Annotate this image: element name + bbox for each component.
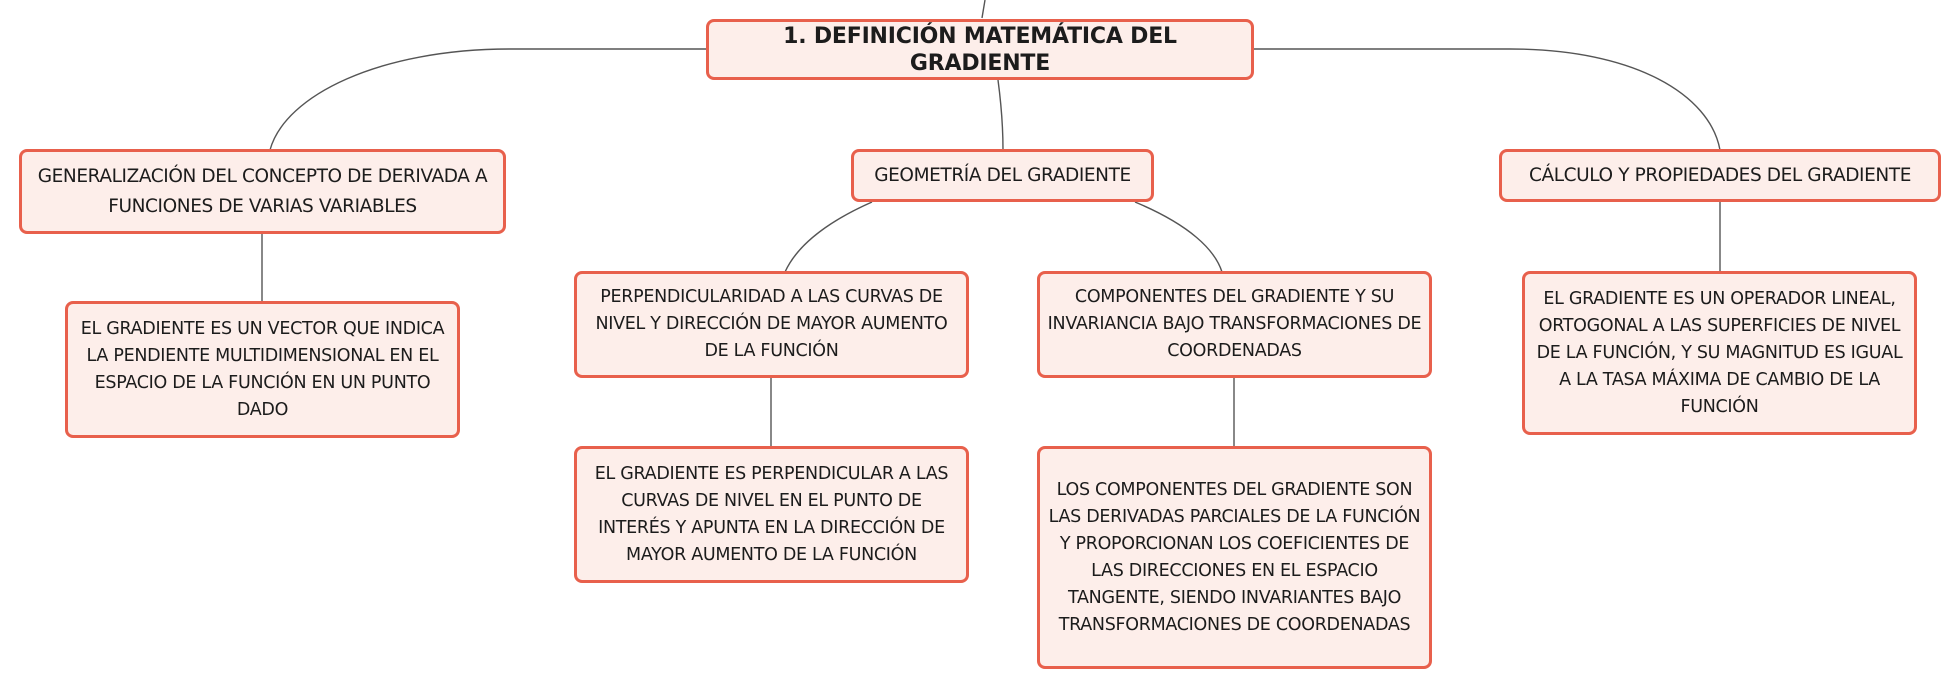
leaf-node-label: EL GRADIENTE ES PERPENDICULAR A LAS CURVAS DE NIVEL EN EL PUNTO DE INTERÉS Y APUNTA EN LA DIRECCIÓN DE MAYOR AUMENTO DE LA FUNCIÓN <box>594 463 949 565</box>
branch-node-label: CÁLCULO Y PROPIEDADES DEL GRADIENTE <box>1528 164 1912 186</box>
root-node-label: 1. DEFINICIÓN MATEMÁTICA DEL GRADIENTE <box>783 23 1177 76</box>
leaf-node-label: LOS COMPONENTES DEL GRADIENTE SON LAS DERIVADAS PARCIALES DE LA FUNCIÓN Y PROPORCIONAN LOS COEFICIENTES DE LAS DIRECCIONES EN EL ESPACIO TANGENTE, SIENDO INVARIANTES BAJO TRANSFORMACIONES DE COORDENADAS <box>1048 479 1421 635</box>
sub-node-label: PERPENDICULARIDAD A LAS CURVAS DE NIVEL Y DIRECCIÓN DE MAYOR AUMENTO DE LA FUNCIÓN <box>595 287 948 361</box>
branch-node-label: GENERALIZACIÓN DEL CONCEPTO DE DERIVADA A FUNCIONES DE VARIAS VARIABLES <box>37 165 488 217</box>
connector-branch-2-to-sub-2 <box>1135 202 1222 272</box>
sub-node-componentes[interactable] <box>1037 271 1432 378</box>
leaf-node-derivadas-parciales[interactable] <box>1037 446 1432 669</box>
branch-node-calculo[interactable] <box>1499 149 1941 202</box>
branch-node-geometria[interactable] <box>851 149 1154 202</box>
leaf-node-label: EL GRADIENTE ES UN VECTOR QUE INDICA LA PENDIENTE MULTIDIMENSIONAL EN EL ESPACIO DE LA FUNCIÓN EN UN PUNTO DADO <box>80 318 445 420</box>
leaf-node-label: EL GRADIENTE ES UN OPERADOR LINEAL, ORTOGONAL A LAS SUPERFICIES DE NIVEL DE LA FUNCIÓN, Y SU MAGNITUD ES IGUAL A LA TASA MÁXIMA DE CAMBIO DE LA FUNCIÓN <box>1536 288 1903 417</box>
leaf-node-vector-pendiente[interactable] <box>65 301 460 438</box>
branch-node-label: GEOMETRÍA DEL GRADIENTE <box>874 164 1131 186</box>
leaf-node-perpendicular-curvas[interactable] <box>574 446 969 583</box>
connector-root-to-branch-2 <box>998 80 1003 150</box>
branch-node-generalizacion[interactable] <box>19 149 506 234</box>
connector-root-to-branch-1 <box>270 49 706 150</box>
sub-node-label: COMPONENTES DEL GRADIENTE Y SU INVARIANCIA BAJO TRANSFORMACIONES DE COORDENADAS <box>1047 287 1422 361</box>
root-node[interactable] <box>706 19 1254 80</box>
connector-root-to-branch-3 <box>1253 49 1720 150</box>
leaf-node-operador-lineal[interactable] <box>1522 271 1917 435</box>
connector-parent-to-root <box>982 0 985 18</box>
sub-node-perpendicularidad[interactable] <box>574 271 969 378</box>
connector-branch-2-to-sub-1 <box>785 202 872 272</box>
